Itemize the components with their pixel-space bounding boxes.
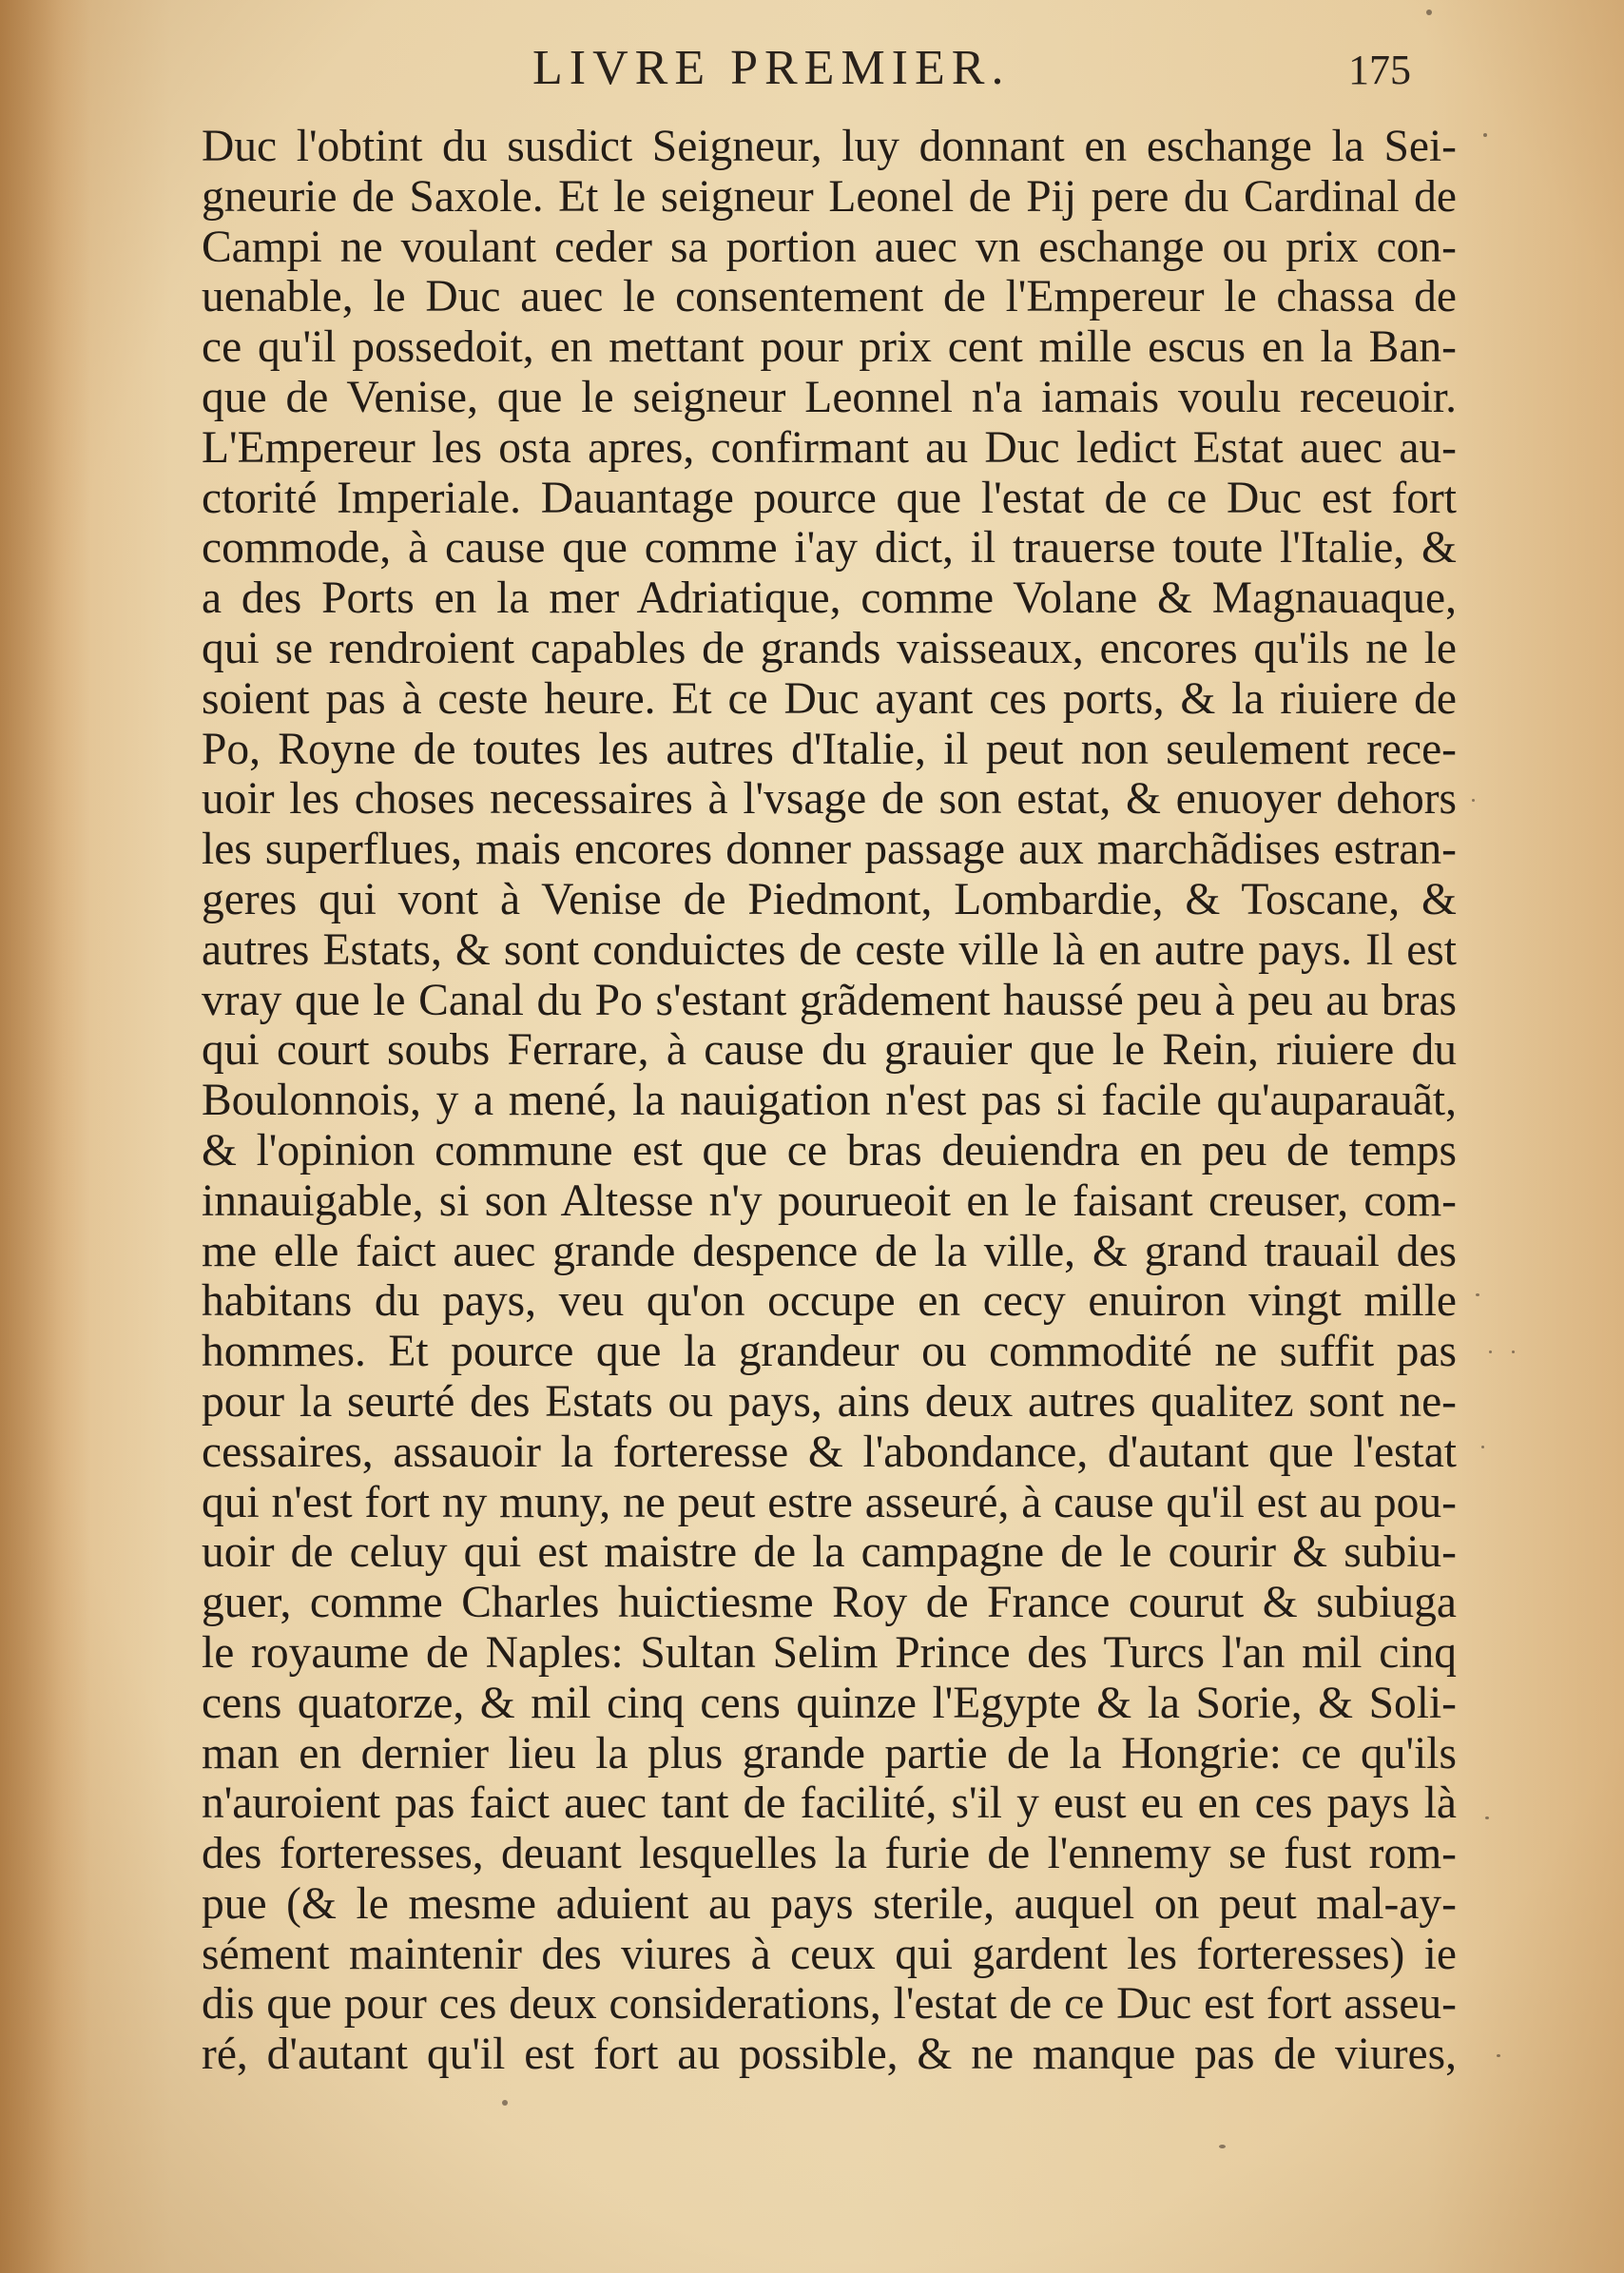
running-title: LIVRE PREMIER. <box>532 41 1011 95</box>
text-line: me elle faict auec grande despence de la ville, & grand trauail des <box>202 1226 1457 1276</box>
text-line: qui n'est fort ny muny, ne peut estre asseuré, à cause qu'il est au pou- <box>202 1477 1457 1527</box>
text-line: autres Estats, & sont conduictes de ceste ville là en autre pays. Il est <box>202 924 1457 975</box>
text-line: ré, d'autant qu'il est fort au possible, & ne manque pas de viures, <box>202 2030 1457 2080</box>
text-line: cessaires, assauoir la forteresse & l'abondance, d'autant que l'estat <box>202 1427 1457 1477</box>
text-line: a des Ports en la mer Adriatique, comme Volane & Magnauaque, <box>202 573 1457 624</box>
text-line: ce qu'il possedoit, en mettant pour prix cent mille escus en la Ban- <box>202 322 1457 373</box>
text-line: ctorité Imperiale. Dauantage pource que l'estat de ce Duc est fort <box>202 473 1457 523</box>
text-line: man en dernier lieu la plus grande partie de la Hongrie: ce qu'ils <box>202 1728 1457 1778</box>
text-line: n'auroient pas faict auec tant de facilité, s'il y eust eu en ces pays là <box>202 1778 1457 1829</box>
text-line: Boulonnois, y a mené, la nauigation n'est pas si facile qu'auparauãt, <box>202 1076 1457 1126</box>
text-line: Duc l'obtint du susdict Seigneur, luy donnant en eschange la Sei- <box>202 122 1457 171</box>
text-line: habitans du pays, veu qu'on occupe en cecy enuiron vingt mille <box>202 1276 1457 1327</box>
text-line: commode, à cause que comme i'ay dict, il trauerse toute l'Italie, & <box>202 523 1457 573</box>
text-line: cens quatorze, & mil cinq cens quinze l'Egypte & la Sorie, & Soli- <box>202 1678 1457 1728</box>
text-line: geres qui vont à Venise de Piedmont, Lombardie, & Toscane, & <box>202 874 1457 924</box>
body-text <box>202 122 1457 2080</box>
page-number: 175 <box>1348 47 1411 93</box>
text-line: soient pas à ceste heure. Et ce Duc ayant ces ports, & la riuiere de <box>202 673 1457 724</box>
text-line: hommes. Et pource que la grandeur ou commodité ne suffit pas <box>202 1327 1457 1377</box>
text-line: que de Venise, que le seigneur Leonnel n'a iamais voulu receuoir. <box>202 372 1457 422</box>
text-line: les superflues, mais encores donner passage aux marchãdises estran- <box>202 825 1457 875</box>
text-line: uoir les choses necessaires à l'vsage de son estat, & enuoyer dehors <box>202 774 1457 825</box>
text-line: sément maintenir des viures à ceux qui gardent les forteresses) ie <box>202 1929 1457 1979</box>
text-line: le royaume de Naples: Sultan Selim Prince des Turcs l'an mil cinq <box>202 1627 1457 1678</box>
text-line: & l'opinion commune est que ce bras deuiendra en peu de temps <box>202 1125 1457 1175</box>
text-line: Po, Royne de toutes les autres d'Italie, il peut non seulement rece- <box>202 724 1457 774</box>
page-edge-stain <box>0 0 90 2273</box>
text-line: pour la seurté des Estats ou pays, ains deux autres qualitez sont ne- <box>202 1376 1457 1427</box>
text-line: des forteresses, deuant lesquelles la furie de l'ennemy se fust rom- <box>202 1829 1457 1879</box>
text-line: dis que pour ces deux considerations, l'estat de ce Duc est fort asseu- <box>202 1979 1457 2030</box>
text-line: qui se rendroient capables de grands vaisseaux, encores qu'ils ne le <box>202 623 1457 673</box>
running-head <box>0 40 1624 107</box>
text-line: qui court soubs Ferrare, à cause du grauier que le Rein, riuiere du <box>202 1025 1457 1076</box>
text-line: uoir de celuy qui est maistre de la campagne de le courir & subiu- <box>202 1527 1457 1578</box>
text-line: guer, comme Charles huictiesme Roy de France courut & subiuga <box>202 1578 1457 1628</box>
text-line: vray que le Canal du Po s'estant grãdement haussé peu à peu au bras <box>202 975 1457 1025</box>
text-line: gneurie de Saxole. Et le seigneur Leonel de Pij pere du Cardinal de <box>202 171 1457 222</box>
text-line: innauigable, si son Altesse n'y pourueoit en le faisant creuser, com- <box>202 1175 1457 1226</box>
text-line: pue (& le mesme aduient au pays sterile, auquel on peut mal-ay- <box>202 1878 1457 1929</box>
text-line: Campi ne voulant ceder sa portion auec vn eschange ou prix con- <box>202 222 1457 272</box>
text-line: uenable, le Duc auec le consentement de l'Empereur le chassa de <box>202 272 1457 322</box>
text-line: L'Empereur les osta apres, confirmant au Duc ledict Estat auec au- <box>202 422 1457 473</box>
